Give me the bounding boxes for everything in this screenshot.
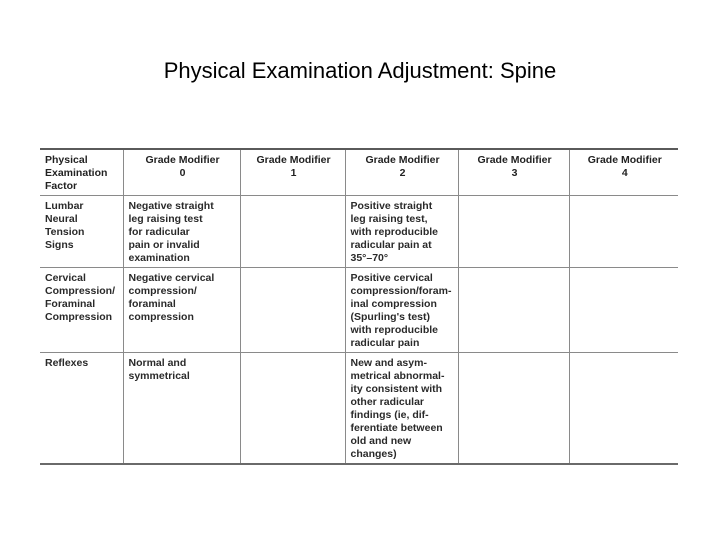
grade-modifier-table (40, 148, 678, 465)
grade-3-cell (458, 268, 569, 353)
grade-2-cell (345, 268, 458, 353)
table-row-lumbar-neural-tension (40, 196, 678, 268)
column-header-grade-3 (458, 149, 569, 196)
grade-1-cell (240, 353, 345, 465)
grade-2-text: New and asym- metrical abnormal- ity consistent with other radicular findings (ie, dif- ferentiate between old and new changes) (350, 357, 445, 460)
column-header-label: Grade Modifier 4 (587, 154, 662, 179)
row-factor-label: Lumbar Neural Tension Signs (45, 200, 85, 251)
grade-3-cell (458, 353, 569, 465)
table-header-row (40, 149, 678, 196)
grade-0-cell (123, 268, 240, 353)
grade-0-cell (123, 196, 240, 268)
grade-4-cell (569, 353, 678, 465)
column-header-grade-1 (240, 149, 345, 196)
column-header-label: Physical Examination Factor (45, 154, 108, 192)
page-title: Physical Examination Adjustment: Spine (163, 58, 557, 83)
grade-0-text: Negative straight leg raising test for radicular pain or invalid examination (128, 200, 214, 264)
row-factor-label: Cervical Compression/ Foraminal Compression (45, 272, 116, 323)
grade-2-cell (345, 196, 458, 268)
grade-4-cell (569, 196, 678, 268)
table-row-reflexes (40, 353, 678, 465)
column-header-label: Grade Modifier 2 (365, 154, 440, 179)
grade-0-text: Negative cervical compression/ foraminal compression (128, 272, 215, 323)
grade-2-text: Positive cervical compression/foram- inal compression (Spurling's test) with reproducible radicular pain (350, 272, 452, 349)
column-header-label: Grade Modifier 1 (256, 154, 331, 179)
column-header-label: Grade Modifier 0 (145, 154, 220, 179)
grade-1-cell (240, 196, 345, 268)
grade-0-cell (123, 353, 240, 465)
column-header-label: Grade Modifier 3 (477, 154, 552, 179)
grade-4-cell (569, 268, 678, 353)
row-factor-cell (40, 196, 123, 268)
column-header-grade-2 (345, 149, 458, 196)
row-factor-label: Reflexes (45, 357, 89, 369)
column-header-grade-4 (569, 149, 678, 196)
row-factor-cell (40, 353, 123, 465)
column-header-factor (40, 149, 123, 196)
grade-1-cell (240, 268, 345, 353)
row-factor-cell (40, 268, 123, 353)
grade-0-text: Normal and symmetrical (128, 357, 190, 382)
grade-2-text: Positive straight leg raising test, with reproducible radicular pain at 35°–70° (350, 200, 439, 264)
table-row-cervical-compression (40, 268, 678, 353)
column-header-grade-0 (123, 149, 240, 196)
grade-3-cell (458, 196, 569, 268)
grade-2-cell (345, 353, 458, 465)
